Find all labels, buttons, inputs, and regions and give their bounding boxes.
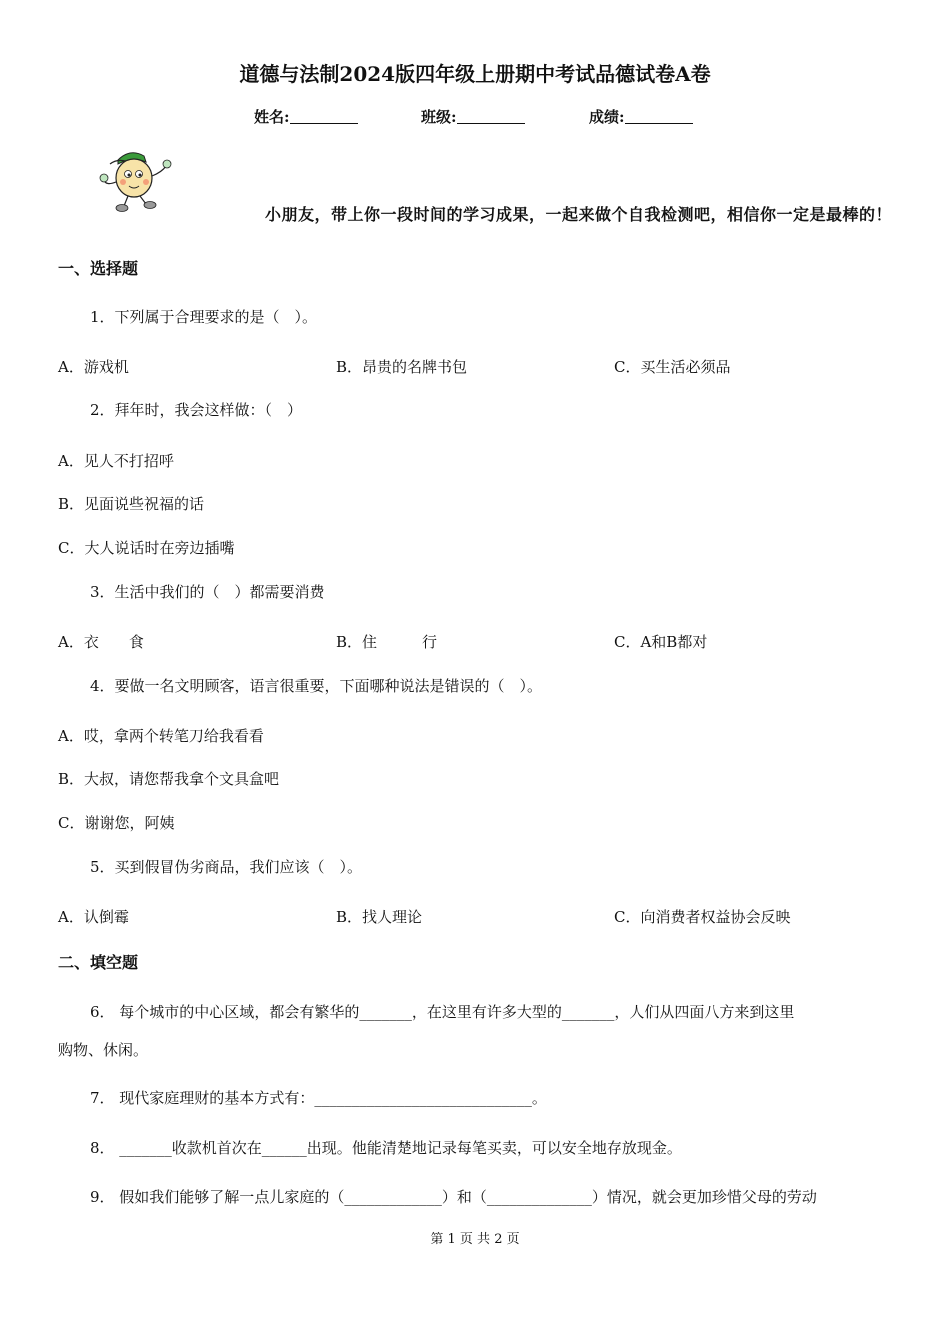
q4-option-b[interactable]: B．大叔，请您帮我拿个文具盒吧	[58, 770, 280, 788]
score-blank[interactable]	[625, 108, 693, 124]
q3-option-c[interactable]: C．A和B都对	[614, 633, 708, 651]
q2-option-b[interactable]: B．见面说些祝福的话	[58, 495, 205, 513]
score-label: 成绩:	[589, 108, 625, 126]
mascot-icon	[96, 146, 176, 216]
question-9: 9． 假如我们能够了解一点儿家庭的（_____________）和（______________）情况，就会更加珍惜父母的劳动	[90, 1188, 817, 1206]
q4-option-c[interactable]: C．谢谢您，阿姨	[58, 814, 175, 832]
class-label: 班级:	[421, 108, 457, 126]
greeting-text: 小朋友，带上你一段时间的学习成果，一起来做个自我检测吧，相信你一定是最棒的！	[264, 205, 892, 224]
q2-option-a[interactable]: A．见人不打招呼	[58, 452, 174, 470]
q1-option-c[interactable]: C．买生活必须品	[614, 358, 731, 376]
class-blank[interactable]	[457, 108, 525, 124]
score-field	[589, 106, 693, 127]
q4-option-a[interactable]: A．哎，拿两个转笔刀给我看看	[58, 727, 264, 745]
q1-option-b[interactable]: B．昂贵的名牌书包	[336, 358, 468, 376]
section-choice-heading: 一、选择题	[58, 259, 139, 278]
question-6-line-1: 6． 每个城市的中心区域，都会有繁华的_______，在这里有许多大型的_______，人们从四面八方来到这里	[90, 1003, 795, 1021]
page-title: 道德与法制2024版四年级上册期中考试品德试卷A卷	[239, 62, 711, 86]
page-footer: 第 1 页 共 2 页	[430, 1232, 520, 1247]
section-fill-heading: 二、填空题	[58, 953, 139, 972]
question-8: 8． _______收款机首次在______出现。他能清楚地记录每笔买卖，可以安全地存放现金。	[90, 1139, 682, 1157]
question-6-line-2: 购物、休闲。	[58, 1041, 149, 1059]
q3-option-b[interactable]: B．住 行	[336, 633, 438, 651]
q2-option-c[interactable]: C．大人说话时在旁边插嘴	[58, 539, 235, 557]
name-label: 姓名:	[254, 108, 290, 126]
question-4: 4．要做一名文明顾客，语言很重要，下面哪种说法是错误的（ ）。	[90, 677, 543, 695]
q3-option-a[interactable]: A．衣 食	[58, 633, 144, 651]
name-field	[254, 106, 358, 127]
question-2: 2．拜年时，我会这样做：（ ）	[90, 401, 303, 419]
q5-option-a[interactable]: A．认倒霉	[58, 908, 129, 926]
question-7: 7． 现代家庭理财的基本方式有：_____________________________。	[90, 1089, 547, 1107]
q5-option-b[interactable]: B．找人理论	[336, 908, 423, 926]
question-1: 1．下列属于合理要求的是（ ）。	[90, 308, 318, 326]
q5-option-c[interactable]: C．向消费者权益协会反映	[614, 908, 791, 926]
name-blank[interactable]	[290, 108, 358, 124]
class-field	[421, 106, 525, 127]
question-5: 5．买到假冒伪劣商品，我们应该（ ）。	[90, 858, 363, 876]
q1-option-a[interactable]: A．游戏机	[58, 358, 129, 376]
question-3: 3．生活中我们的（ ）都需要消费	[90, 583, 325, 601]
